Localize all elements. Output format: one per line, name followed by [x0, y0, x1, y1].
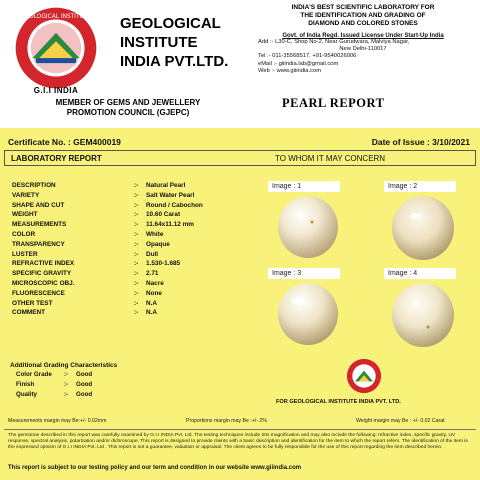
- date-of-issue: Date of Issue : 3/10/2021: [371, 137, 470, 147]
- table-row: [10, 192, 265, 202]
- table-row: [10, 231, 265, 241]
- row-key: SHAPE AND CUT: [12, 201, 65, 209]
- member-council: MEMBER OF GEMS AND JEWELLERY PROMOTION COUNCIL (GJEPC): [55, 98, 201, 117]
- row-value: N.A: [146, 309, 158, 317]
- row-key: MEASUREMENTS: [12, 221, 67, 229]
- stamp-caption: FOR GEOLOGICAL INSTITUTE INDIA PVT. LTD.: [276, 399, 401, 405]
- row-separator: :-: [134, 201, 139, 209]
- row-value: Nacre: [146, 279, 164, 287]
- row-value: 2.71: [146, 270, 159, 278]
- row-separator: :-: [134, 230, 139, 238]
- grading-key: Color Grade: [16, 371, 52, 378]
- weight-margin: Weight margin may Be : +/- 0.02 Carat: [356, 418, 445, 424]
- row-separator: :-: [64, 371, 69, 378]
- table-row: [10, 309, 265, 319]
- measurement-margin: Measurements margin may Be:+/- 0.02mm: [8, 418, 107, 424]
- lab-report-label: LABORATORY REPORT: [11, 154, 102, 163]
- table-row: [10, 270, 265, 280]
- table-row: [10, 260, 265, 270]
- row-key: WEIGHT: [12, 211, 38, 219]
- row-separator: :-: [134, 279, 139, 287]
- tagline: INDIA'S BEST SCIENTIFIC LABORATORY FOR THE IDENTIFICATION AND GRADING OF DIAMOND AND COLORED STONES: [291, 4, 435, 27]
- row-value: 1.530-1.685: [146, 260, 181, 268]
- grading-row: [10, 371, 170, 381]
- image-3-label: Image : 3: [268, 268, 340, 279]
- website[interactable]: Web :- www.giiindia.com: [258, 67, 322, 74]
- row-key: LUSTER: [12, 250, 38, 258]
- svg-text:GEOLOGICAL INSTITUTE: GEOLOGICAL INSTITUTE: [20, 13, 92, 20]
- pearl-image-3[interactable]: [276, 281, 340, 347]
- row-separator: :-: [64, 391, 69, 398]
- pearl-image-2[interactable]: [390, 194, 456, 262]
- gii-stamp-icon: [346, 358, 382, 394]
- row-separator: :-: [134, 260, 139, 268]
- report-header: [0, 0, 480, 128]
- row-key: COLOR: [12, 230, 36, 238]
- row-value: None: [146, 289, 162, 297]
- row-key: VARIETY: [12, 191, 40, 199]
- grading-value: Good: [76, 391, 93, 398]
- row-separator: :-: [64, 381, 69, 388]
- report-title: PEARL REPORT: [282, 96, 385, 110]
- row-key: DESCRIPTION: [12, 182, 56, 189]
- row-value: 10.60 Carat: [146, 211, 181, 219]
- image-1-label: Image : 1: [268, 181, 340, 192]
- image-4-label: Image : 4: [384, 268, 456, 279]
- row-key: REFRACTIVE INDEX: [12, 260, 75, 268]
- grading-row: [10, 381, 170, 391]
- table-row: [10, 182, 265, 192]
- lab-info: [252, 4, 474, 75]
- image-2-label: Image : 2: [384, 181, 456, 192]
- table-row: [10, 211, 265, 221]
- grading-value: Good: [76, 371, 93, 378]
- row-separator: :-: [134, 309, 139, 317]
- row-key: COMMENT: [12, 309, 46, 317]
- grading-value: Good: [76, 381, 93, 388]
- row-value: White: [146, 230, 164, 238]
- row-separator: :-: [134, 221, 139, 229]
- grading-key: Quality: [16, 391, 37, 398]
- govt-license: Govt. of India Regd. Issued License Under Start-Up India: [282, 33, 444, 39]
- table-row: [10, 241, 265, 251]
- row-key: MICROSCOPIC OBJ.: [12, 279, 75, 287]
- row-separator: :-: [134, 250, 139, 258]
- table-row: [10, 290, 265, 300]
- row-separator: :-: [134, 211, 139, 219]
- telephone: Tel :- 011-35568517, +91-9540026006: [258, 53, 357, 60]
- row-value: Round / Cabochon: [146, 201, 203, 209]
- row-value: Opaque: [146, 240, 170, 248]
- row-separator: :-: [134, 191, 139, 199]
- row-key: OTHER TEST: [12, 299, 53, 307]
- company-name: GEOLOGICAL INSTITUTE INDIA PVT.LTD.: [120, 15, 229, 70]
- row-separator: :-: [134, 289, 139, 297]
- gii-logo-icon: [14, 6, 98, 90]
- proportion-margin: Proportions margin may Be :+/- 2%: [186, 418, 267, 424]
- lab-report-bar: [4, 150, 476, 166]
- description-table: [10, 182, 265, 319]
- grading-key: Finish: [16, 381, 35, 388]
- table-row: [10, 202, 265, 212]
- row-separator: :-: [134, 182, 139, 189]
- table-row: [10, 251, 265, 261]
- grading-row: [10, 391, 170, 401]
- certificate-number: Certificate No. : GEM400019: [8, 137, 121, 147]
- concern-label: TO WHOM IT MAY CONCERN: [275, 154, 386, 163]
- pearl-image-4[interactable]: [390, 281, 456, 349]
- divider: [4, 429, 476, 430]
- logo-label: G.I.I INDIA: [33, 86, 79, 95]
- row-key: TRANSPARENCY: [12, 240, 65, 248]
- row-separator: :-: [134, 240, 139, 248]
- row-separator: :-: [134, 270, 139, 278]
- row-separator: :-: [134, 299, 139, 307]
- row-value: 11.64x11.12 mm: [146, 221, 194, 229]
- email[interactable]: eMail :- giiindia.lab@gmail.com: [258, 60, 339, 67]
- additional-grading: [10, 362, 170, 401]
- additional-title: Additional Grading Characteristics: [10, 362, 118, 369]
- footer-policy: This report is subject to our testing policy and our term and condition in our website www.giiindia.com: [8, 465, 302, 471]
- table-row: [10, 300, 265, 310]
- disclaimer-text: The gemstone described in this report was carefully examined by G.I.I INDIA Pvt. Ltd. The testing techniques include 20x magnification and may also include the following: refractive index, specific gravity, UV response, spectral analysis, polarization and/or dichroscope. This report is designed to provide clients with a basic description and identification for the item to which the report refers. The identification of the item is the expressed opinion of G.I.I INDIA Pvt. Ltd . This report is not a guarantee, valuation or appraisal. The client agrees to be fully responsible for the use of this report regarding the item described herein.: [8, 433, 468, 451]
- table-row: [10, 221, 265, 231]
- table-row: [10, 280, 265, 290]
- row-value: Salt Water Pearl: [146, 191, 195, 199]
- row-value: N.A: [146, 299, 158, 307]
- row-value: Dull: [146, 250, 159, 258]
- row-key: FLUORESCENCE: [12, 289, 65, 297]
- pearl-image-1[interactable]: [276, 194, 340, 260]
- row-value: Natural Pearl: [146, 182, 186, 189]
- address-line: Add :- L30-C, Shop No-2, Near Gurudwara, Malviya Nagar,: [258, 39, 410, 45]
- address-city: New Delhi-110017: [339, 46, 387, 53]
- row-key: SPECIFIC GRAVITY: [12, 270, 72, 278]
